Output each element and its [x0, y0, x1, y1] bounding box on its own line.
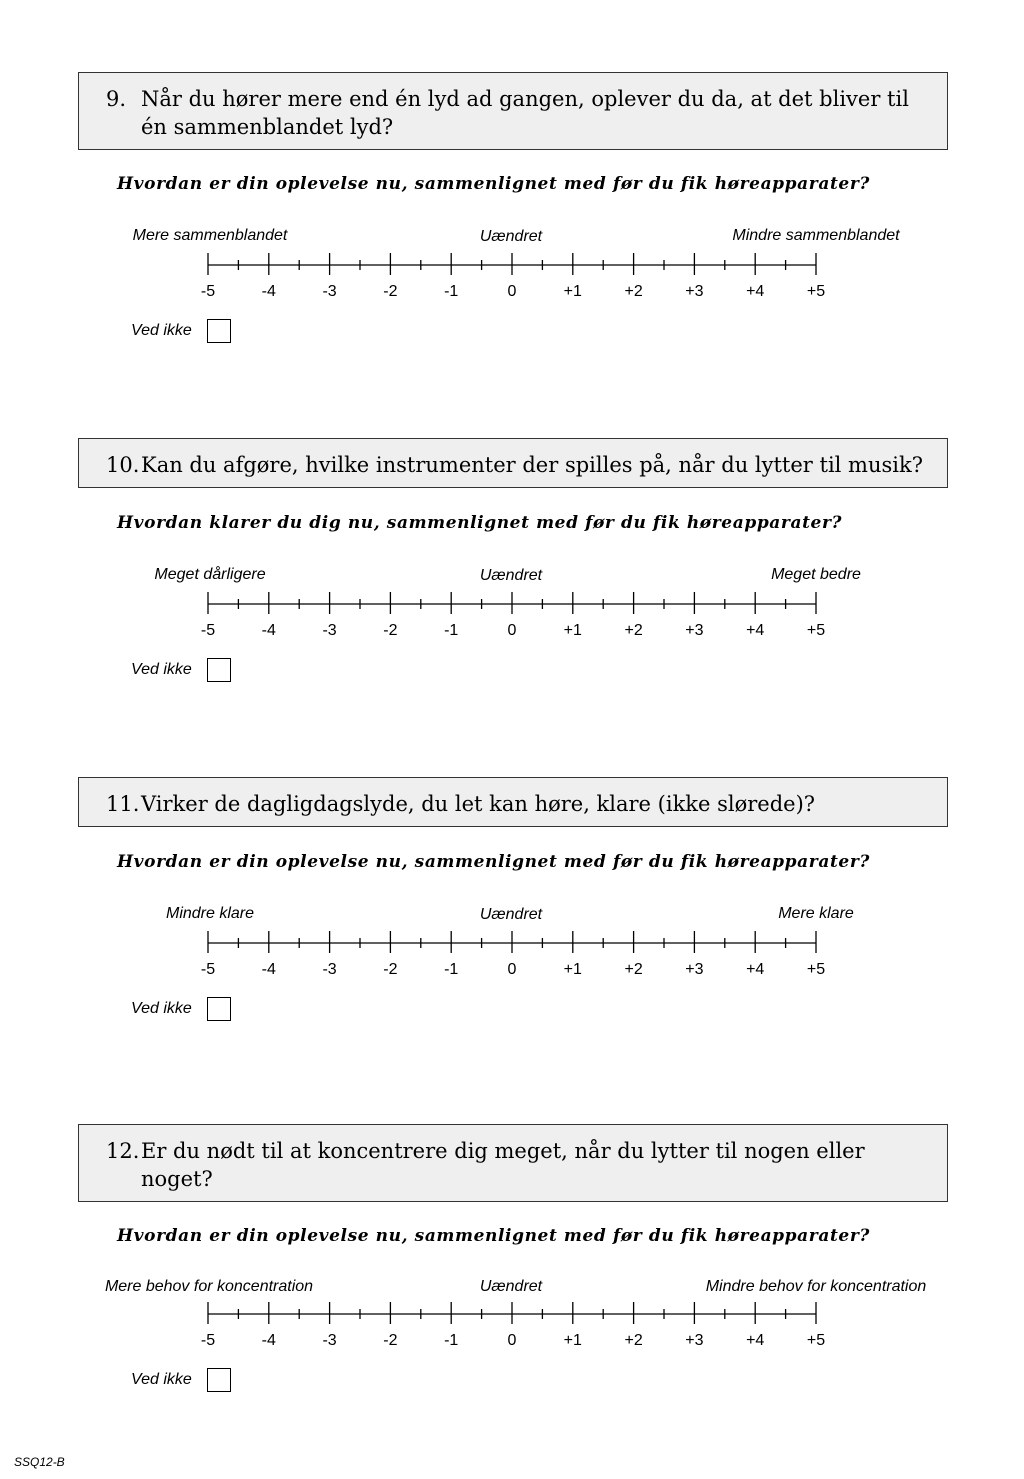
- scale-tick-label[interactable]: -4: [261, 622, 276, 639]
- scale-tick-label[interactable]: +1: [563, 622, 582, 639]
- scale-tick-label[interactable]: -2: [383, 961, 398, 978]
- scale-tick-label[interactable]: +3: [685, 622, 704, 639]
- right-anchor-label: Meget bedre: [771, 566, 861, 583]
- dont-know-label: Ved ikke: [131, 1371, 192, 1388]
- left-anchor-label: Meget dårligere: [154, 566, 266, 583]
- question-text: Når du hører mere end én lyd ad gangen, oplever du da, at det bliver til én sammenblandet lyd?: [141, 87, 909, 139]
- dont-know-label: Ved ikke: [131, 322, 192, 339]
- scale-tick-label[interactable]: -5: [200, 961, 216, 978]
- scale-tick-label[interactable]: +4: [746, 283, 765, 300]
- scale-tick-label[interactable]: +2: [624, 961, 643, 978]
- scale-tick-label[interactable]: 0: [507, 283, 517, 300]
- scale-tick-label[interactable]: +2: [624, 622, 643, 639]
- question-9-subtitle: Hvordan er din oplevelse nu, sammenlignet med før du fik høreapparater?: [117, 174, 870, 194]
- dont-know-checkbox[interactable]: [207, 997, 231, 1021]
- dont-know-label: Ved ikke: [131, 1000, 192, 1017]
- question-number: 10.: [106, 453, 140, 477]
- question-11-box: [78, 777, 948, 827]
- question-text: Kan du afgøre, hvilke instrumenter der spilles på, når du lytter til musik?: [141, 453, 923, 477]
- scale-tick-label[interactable]: -3: [322, 283, 337, 300]
- dont-know-checkbox[interactable]: [207, 1368, 231, 1392]
- scale-tick-label[interactable]: +1: [563, 283, 582, 300]
- dont-know-checkbox[interactable]: [207, 319, 231, 343]
- scale-tick-label[interactable]: +1: [563, 1332, 582, 1349]
- scale-tick-label[interactable]: +3: [685, 1332, 704, 1349]
- question-number: 12.: [106, 1139, 140, 1163]
- form-code: SSQ12-B: [14, 1455, 65, 1469]
- dont-know-checkbox[interactable]: [207, 658, 231, 682]
- scale-tick-label[interactable]: -5: [200, 283, 216, 300]
- scale-tick-label[interactable]: -5: [200, 622, 216, 639]
- right-anchor-label: Mindre sammenblandet: [732, 227, 900, 244]
- question-12-box: [78, 1124, 948, 1202]
- center-anchor-label: Uændret: [479, 567, 543, 584]
- left-anchor-label: Mere sammenblandet: [132, 227, 288, 244]
- scale-tick-label[interactable]: -1: [444, 1332, 459, 1349]
- scale-tick-label[interactable]: -4: [261, 1332, 276, 1349]
- scale-tick-label[interactable]: -4: [261, 283, 276, 300]
- scale-tick-label[interactable]: -3: [322, 1332, 337, 1349]
- question-text: Er du nødt til at koncentrere dig meget, når du lytter til nogen eller noget?: [141, 1139, 865, 1191]
- scale-tick-label[interactable]: +5: [806, 961, 826, 978]
- scale-tick-label[interactable]: +5: [806, 283, 826, 300]
- scale-tick-label[interactable]: -4: [261, 961, 276, 978]
- scale-tick-label[interactable]: +4: [746, 622, 765, 639]
- left-anchor-label: Mindre klare: [165, 905, 255, 922]
- scale-tick-label[interactable]: 0: [507, 1332, 517, 1349]
- rating-scale-q10[interactable]: [0, 592, 1024, 652]
- scale-tick-label[interactable]: -2: [383, 1332, 398, 1349]
- scale-tick-label[interactable]: -1: [444, 283, 459, 300]
- scale-tick-label[interactable]: 0: [507, 622, 517, 639]
- right-anchor-label: Mere klare: [778, 905, 854, 922]
- scale-tick-label[interactable]: -2: [383, 283, 398, 300]
- question-12-subtitle: Hvordan er din oplevelse nu, sammenlignet med før du fik høreapparater?: [117, 1226, 870, 1246]
- dont-know-label: Ved ikke: [131, 661, 192, 678]
- scale-tick-label[interactable]: +1: [563, 961, 582, 978]
- question-text: Virker de dagligdagslyde, du let kan høre, klare (ikke slørede)?: [141, 792, 816, 816]
- scale-tick-label[interactable]: -1: [444, 961, 459, 978]
- scale-tick-label[interactable]: +4: [746, 1332, 765, 1349]
- question-9-box: [78, 72, 948, 150]
- question-10-box: [78, 438, 948, 488]
- scale-axis: [0, 253, 1024, 283]
- question-number: 9.: [106, 87, 127, 111]
- scale-tick-label[interactable]: -5: [200, 1332, 216, 1349]
- scale-tick-label[interactable]: -3: [322, 961, 337, 978]
- scale-axis: [0, 1302, 1024, 1332]
- question-10-subtitle: Hvordan klarer du dig nu, sammenlignet med før du fik høreapparater?: [117, 513, 843, 533]
- scale-tick-label[interactable]: 0: [507, 961, 517, 978]
- scale-tick-label[interactable]: +4: [746, 961, 765, 978]
- scale-tick-label[interactable]: +3: [685, 283, 704, 300]
- left-anchor-label: Mere behov for koncentration: [104, 1278, 314, 1295]
- scale-tick-label[interactable]: -2: [383, 622, 398, 639]
- scale-tick-label[interactable]: +2: [624, 283, 643, 300]
- scale-axis: [0, 592, 1024, 622]
- scale-tick-label[interactable]: +3: [685, 961, 704, 978]
- scale-axis: [0, 931, 1024, 961]
- scale-tick-label[interactable]: -1: [444, 622, 459, 639]
- scale-tick-label[interactable]: -3: [322, 622, 337, 639]
- center-anchor-label: Uændret: [479, 906, 543, 923]
- question-number: 11.: [106, 792, 140, 816]
- rating-scale-q9[interactable]: [0, 253, 1024, 313]
- center-anchor-label: Uændret: [479, 1278, 543, 1295]
- scale-tick-label[interactable]: +5: [806, 1332, 826, 1349]
- scale-tick-label[interactable]: +2: [624, 1332, 643, 1349]
- rating-scale-q11[interactable]: [0, 931, 1024, 991]
- question-11-subtitle: Hvordan er din oplevelse nu, sammenlignet med før du fik høreapparater?: [117, 852, 870, 872]
- center-anchor-label: Uændret: [479, 228, 543, 245]
- scale-tick-label[interactable]: +5: [806, 622, 826, 639]
- right-anchor-label: Mindre behov for koncentration: [705, 1278, 927, 1295]
- rating-scale-q12[interactable]: [0, 1302, 1024, 1362]
